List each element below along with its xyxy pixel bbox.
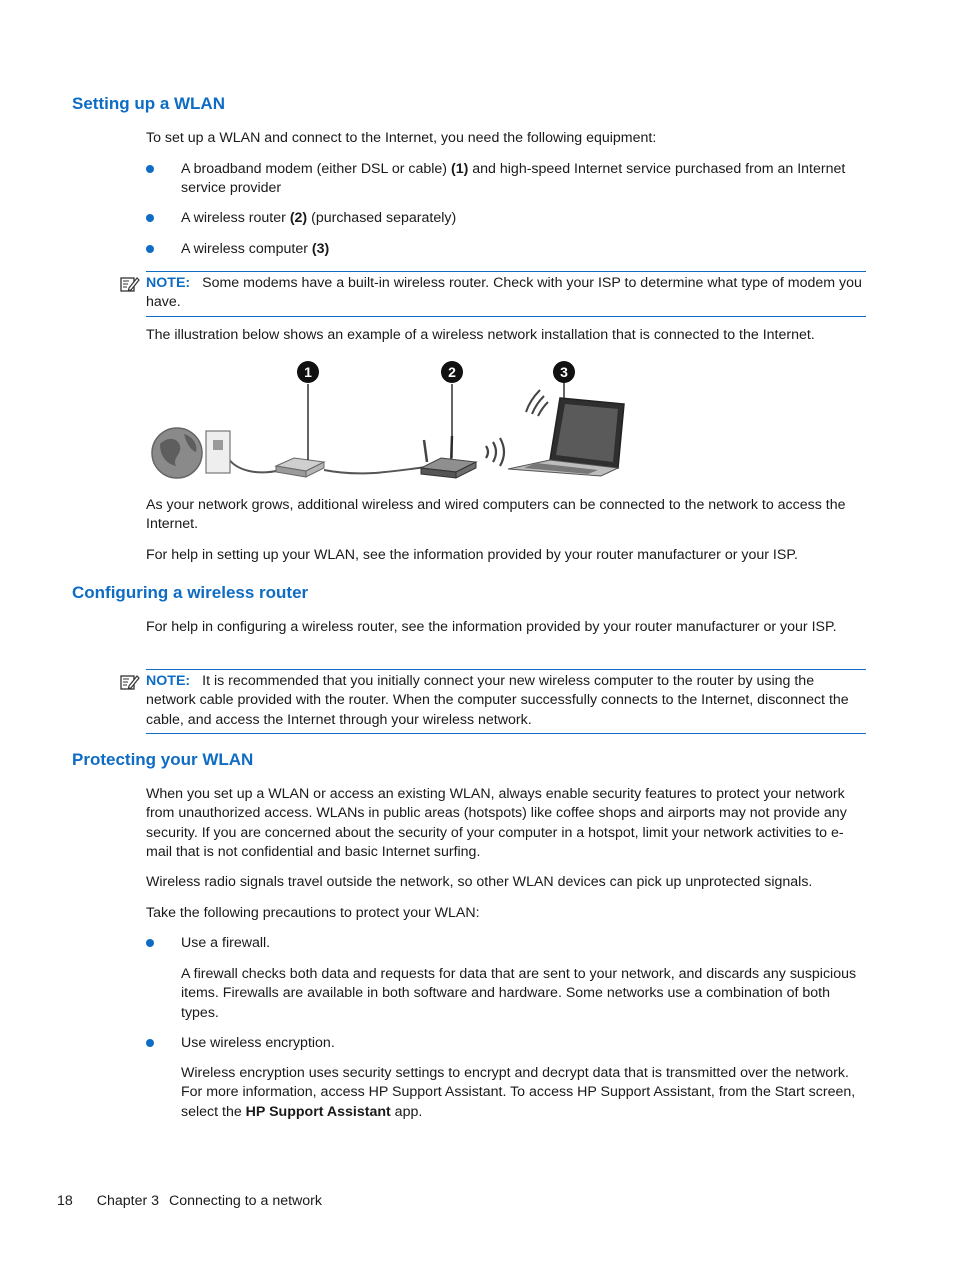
- illustration-intro: The illustration below shows an example of a wireless network installation that is connected to the Internet.: [146, 327, 815, 343]
- bullet-icon: [146, 214, 154, 222]
- section-heading-protecting-wlan: Protecting your WLAN: [72, 750, 254, 769]
- note-box-router: [146, 669, 866, 734]
- precaution-encryption: Use wireless encryption.: [181, 1035, 335, 1051]
- network-grows-paragraph: As your network grows, additional wireless and wired computers can be connected to the network to access the Internet.: [146, 497, 846, 533]
- router-help-paragraph: For help in configuring a wireless router, see the information provided by your router manufacturer or your ISP.: [146, 619, 837, 635]
- precaution-firewall: Use a firewall.: [181, 935, 271, 951]
- security-paragraph: When you set up a WLAN or access an existing WLAN, always enable security features to protect your network from unauthorized access. WLANs in public areas (hotspots) like coffee shops and airports may not provide any security. If you are concerned about the security of your computer in a hotspot, limit your network activities to e-mail that is not confidential and basic Internet surfing.: [146, 786, 847, 861]
- laptop-icon: [508, 398, 624, 476]
- router-cable: [324, 466, 436, 473]
- bullet-icon: [146, 1039, 154, 1047]
- callout-1: [297, 361, 319, 383]
- callout-label-3: 3: [560, 364, 568, 380]
- wall-jack-icon: [206, 431, 230, 473]
- callout-label-1: 1: [304, 364, 312, 380]
- router-signal-icon: [486, 438, 504, 466]
- bullet-icon: [146, 939, 154, 947]
- radio-signals-paragraph: Wireless radio signals travel outside the network, so other WLAN devices can pick up unprotected signals.: [146, 874, 813, 890]
- callout-3: [553, 361, 575, 383]
- note-label: NOTE:: [146, 275, 191, 291]
- note-text: It is recommended that you initially connect your new wireless computer to the router by using the network cable provided with the router. When the computer successfully connects to the Internet, disconnect the cable, and access the Internet through your wireless network.: [146, 673, 849, 728]
- firewall-description: A firewall checks both data and requests for data that are sent to your network, and discards any suspicious items. Firewalls are available in both software and hardware. Some networks use a combination of both types.: [181, 966, 857, 1021]
- intro-paragraph: To set up a WLAN and connect to the Internet, you need the following equipment:: [146, 130, 657, 146]
- note-pencil-icon: [120, 673, 140, 691]
- laptop-signal-icon: [526, 390, 548, 416]
- modem-icon: [276, 458, 324, 477]
- section-heading-configuring-router: Configuring a wireless router: [72, 583, 309, 602]
- bullet-icon: [146, 245, 154, 253]
- page-number: 18: [57, 1193, 73, 1209]
- section-heading-setting-up-wlan: Setting up a WLAN: [72, 94, 225, 113]
- note-label: NOTE:: [146, 673, 191, 689]
- footer-chapter: Chapter 3: [96, 1193, 160, 1209]
- precautions-intro: Take the following precautions to protect your WLAN:: [146, 905, 480, 921]
- note-pencil-icon: [120, 275, 140, 293]
- router-icon: [421, 436, 476, 478]
- wlan-help-paragraph: For help in setting up your WLAN, see the information provided by your router manufacturer or your ISP.: [146, 547, 798, 563]
- callout-label-2: 2: [448, 364, 456, 380]
- note-box-modem: [146, 271, 866, 317]
- callout-2: [441, 361, 463, 383]
- footer-title: Connecting to a network: [169, 1193, 323, 1209]
- globe-icon: [152, 428, 202, 478]
- equipment-item-computer: A wireless computer (3): [181, 241, 330, 257]
- encryption-description: Wireless encryption uses security settings to encrypt and decrypt data that is transmitted over the network. For more information, access HP Support Assistant. To access HP Support Assistant, from the Start screen, select the HP Support Assistant app.: [181, 1065, 856, 1120]
- equipment-item-router: A wireless router (2) (purchased separately): [181, 210, 457, 226]
- wireless-network-illustration: [146, 358, 636, 483]
- bullet-icon: [146, 165, 154, 173]
- note-text: Some modems have a built-in wireless router. Check with your ISP to determine what type of modem you have.: [146, 275, 862, 311]
- page-footer: [57, 1193, 322, 1209]
- equipment-item-modem: A broadband modem (either DSL or cable) (1) and high-speed Internet service purchased from an Internet service provider: [181, 161, 846, 197]
